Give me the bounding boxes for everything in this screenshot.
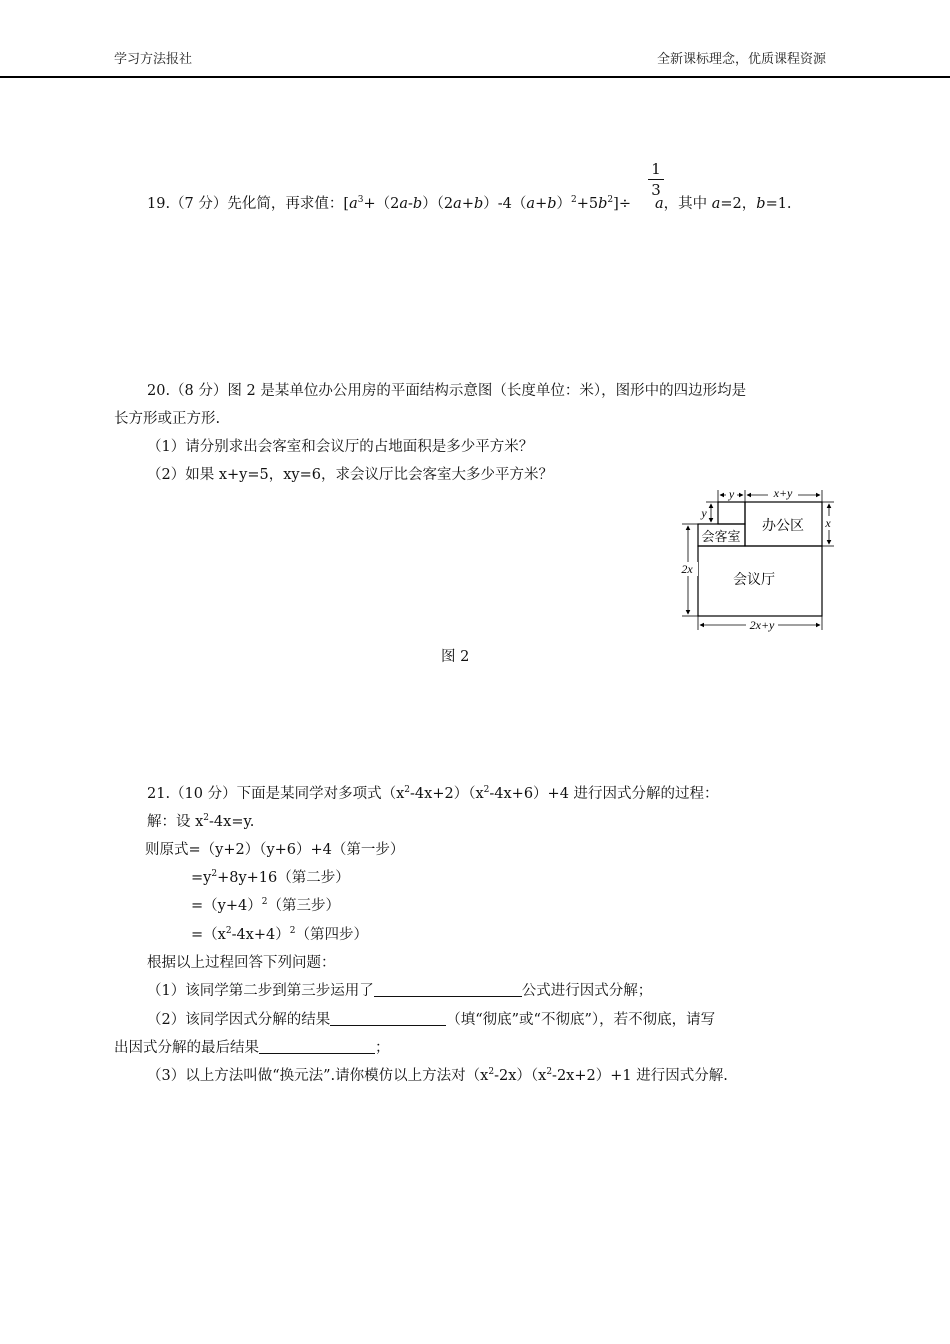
question-21-line1: 21.（10 分）下面是某同学对多项式$(x^2-4x+2)(x^2-4x+6)+4$ 进行因式分解的过程：	[147, 785, 719, 802]
figure-2-caption: 图 2	[441, 649, 470, 665]
fraction-denominator: 3	[651, 181, 661, 199]
header-divider	[0, 76, 950, 78]
question-21-sub1: （1）该同学第二步到第三步运用了 公式进行因式分解；	[147, 983, 653, 999]
dim-top-y-label: y	[728, 487, 735, 501]
answer-blank-3[interactable]	[259, 1039, 375, 1054]
fraction-numerator: 1	[651, 160, 661, 178]
reception-room-label: 会客室	[701, 530, 741, 545]
question-21-step3: $=(y+4)^2$（第三步）	[191, 897, 340, 914]
question-21-sub3: （3）以上方法叫做“换元法”.请你模仿以上方法对$(x^2-2x)(x^2-2x+2)+1$ 进行因式分解.	[147, 1067, 728, 1084]
fraction-bar	[648, 179, 664, 180]
meeting-hall-label: 会议厅	[733, 572, 775, 588]
question-21-solution: 解：设 $x^2-4x=y$.	[147, 813, 255, 830]
question-21-sub2-cont: 出因式分解的最后结果 ；	[114, 1040, 390, 1056]
question-21-step1: 则原式=（y+2）（y+6）+4（第一步）	[145, 842, 405, 858]
dim-left-y-label: y	[701, 506, 707, 520]
question-19: 19.（7 分）先化简，再求值：$[a^3+(2a-b)(2a+b)-4(a+b)^2+5b^2]\div a$，其中 a=2，b=1.	[147, 195, 792, 212]
question-21-sub2: （2）该同学因式分解的结果 （填“彻底”或“不彻底”），若不彻底，请写	[147, 1012, 716, 1028]
question-20-line2: 长方形或正方形.	[114, 411, 221, 427]
office-area-label: 办公区	[762, 518, 804, 534]
question-21-step2: $=y^2+8y+16$（第二步）	[191, 869, 350, 886]
header-slogan: 全新课标理念，优质课程资源	[656, 52, 826, 67]
question-20-line1: 20.（8 分）图 2 是某单位办公用房的平面结构示意图（长度单位：米），图形中的四边形均是	[147, 383, 747, 399]
header-publisher: 学习方法报社	[114, 52, 193, 67]
question-20-sub1: （1）请分别求出会客室和会议厅的占地面积是多少平方米？	[147, 439, 534, 455]
answer-blank-1[interactable]	[374, 982, 522, 997]
question-20-sub2: （2）如果 x+y=5，xy=6，求会议厅比会客室大多少平方米？	[147, 467, 553, 483]
question-21-step4: $=(x^2-4x+4)^2$（第四步）	[191, 926, 368, 943]
dim-right-x-label: x	[825, 516, 831, 530]
question-21-prompt: 根据以上过程回答下列问题：	[147, 955, 336, 971]
answer-blank-2[interactable]	[330, 1011, 446, 1026]
dim-bottom-label: 2x+y	[749, 618, 775, 632]
square-rect	[718, 502, 745, 524]
dim-top-xy-label: x+y	[773, 486, 793, 500]
figure-2-floorplan	[668, 484, 838, 636]
dim-left-2x-label: 2x	[681, 562, 693, 576]
